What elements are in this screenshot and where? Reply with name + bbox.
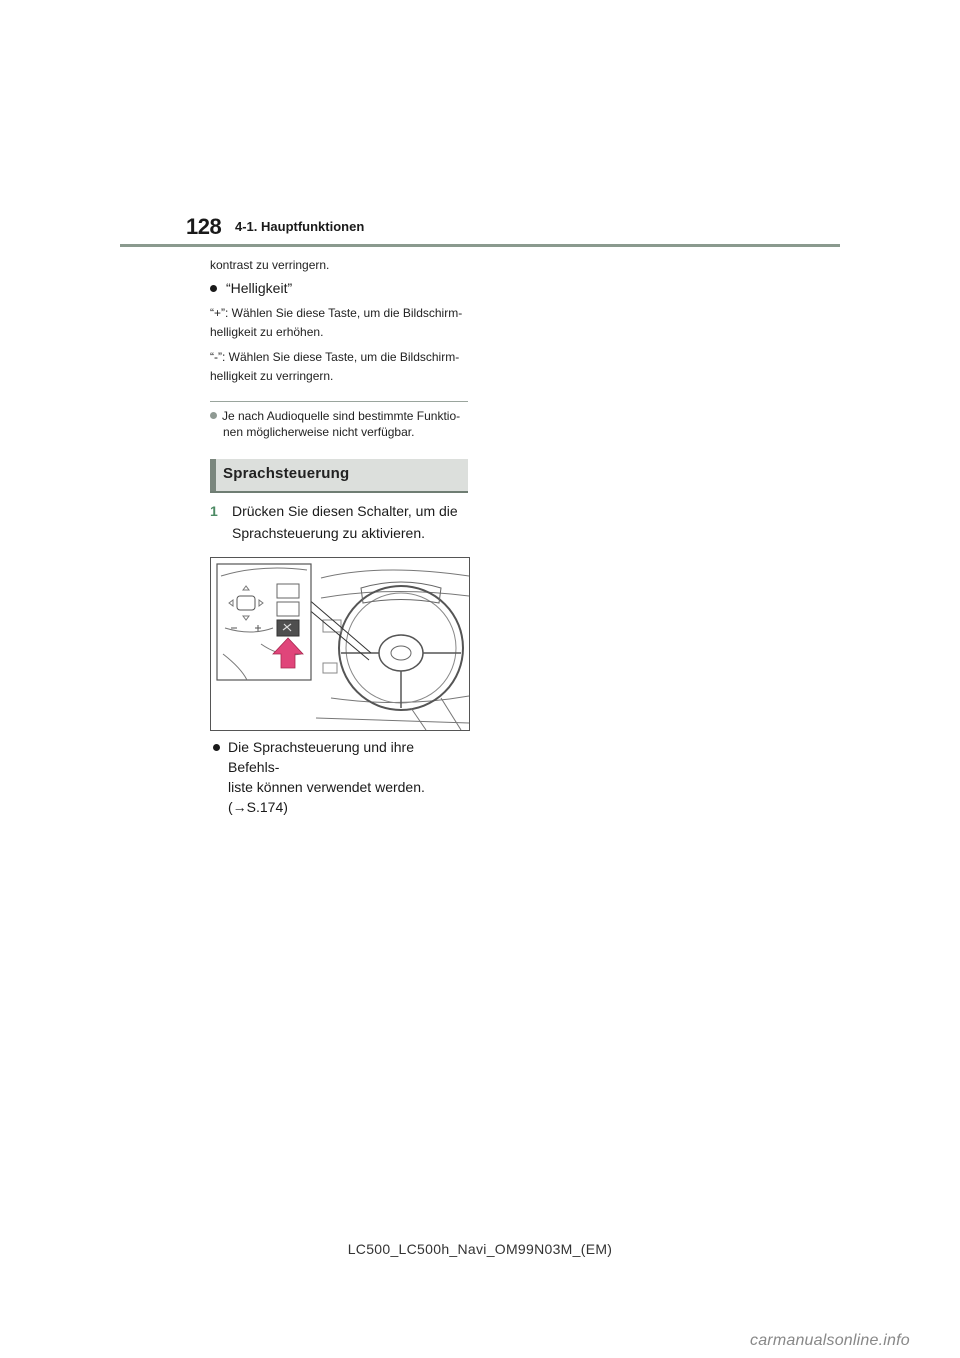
- section-heading-box: [210, 459, 468, 493]
- header-rule: [120, 244, 840, 247]
- heading-accent-bar: [210, 459, 216, 491]
- note-line-1-text: Je nach Audioquelle sind bestimmte Funktio-: [222, 409, 461, 423]
- minus-line-1: “-”: Wählen Sie diese Taste, um die Bildschirm-: [210, 350, 460, 364]
- continued-text: kontrast zu verringern.: [210, 258, 330, 272]
- page-number: 128: [186, 214, 222, 239]
- note-line-2: nen möglicherweise nicht verfügbar.: [223, 425, 415, 439]
- section-title: 4-1. Hauptfunktionen: [235, 219, 365, 234]
- note-line-1: [210, 408, 460, 424]
- step-line-1: Drücken Sie diesen Schalter, um die: [232, 503, 458, 519]
- note-dot: [210, 412, 217, 419]
- step-line-2: Sprachsteuerung zu aktivieren.: [232, 525, 425, 541]
- plus-line-2: helligkeit zu erhöhen.: [210, 325, 324, 339]
- bullet-heading-helligkeit: [210, 280, 292, 296]
- step-text: [232, 500, 472, 544]
- final-bullet: [210, 737, 472, 815]
- footer-model: LC500_LC500h_Navi_OM99N03M_(EM): [347, 1241, 613, 1257]
- final-line-1: Die Sprachsteuerung und ihre Befehls-: [228, 739, 415, 775]
- bullet-heading-text: “Helligkeit”: [226, 280, 293, 296]
- minus-line-2: helligkeit zu verringern.: [210, 369, 334, 383]
- page-reference-link[interactable]: (→S.174): [228, 799, 288, 815]
- section-heading: Sprachsteuerung: [223, 465, 350, 482]
- watermark: carmanualsonline.info: [750, 1332, 910, 1349]
- note-divider: [210, 401, 468, 402]
- final-line-2: liste können verwendet werden.: [228, 779, 425, 795]
- plus-line-1: “+”: Wählen Sie diese Taste, um die Bildschirm-: [210, 306, 463, 320]
- steering-wheel-drawing: [211, 558, 469, 730]
- final-bullet-text: [228, 737, 468, 817]
- step-1: [210, 500, 472, 544]
- steering-wheel-illustration: [210, 557, 470, 731]
- bullet-dot: [213, 744, 220, 751]
- step-number: 1: [210, 503, 218, 519]
- bullet-dot: [210, 285, 217, 292]
